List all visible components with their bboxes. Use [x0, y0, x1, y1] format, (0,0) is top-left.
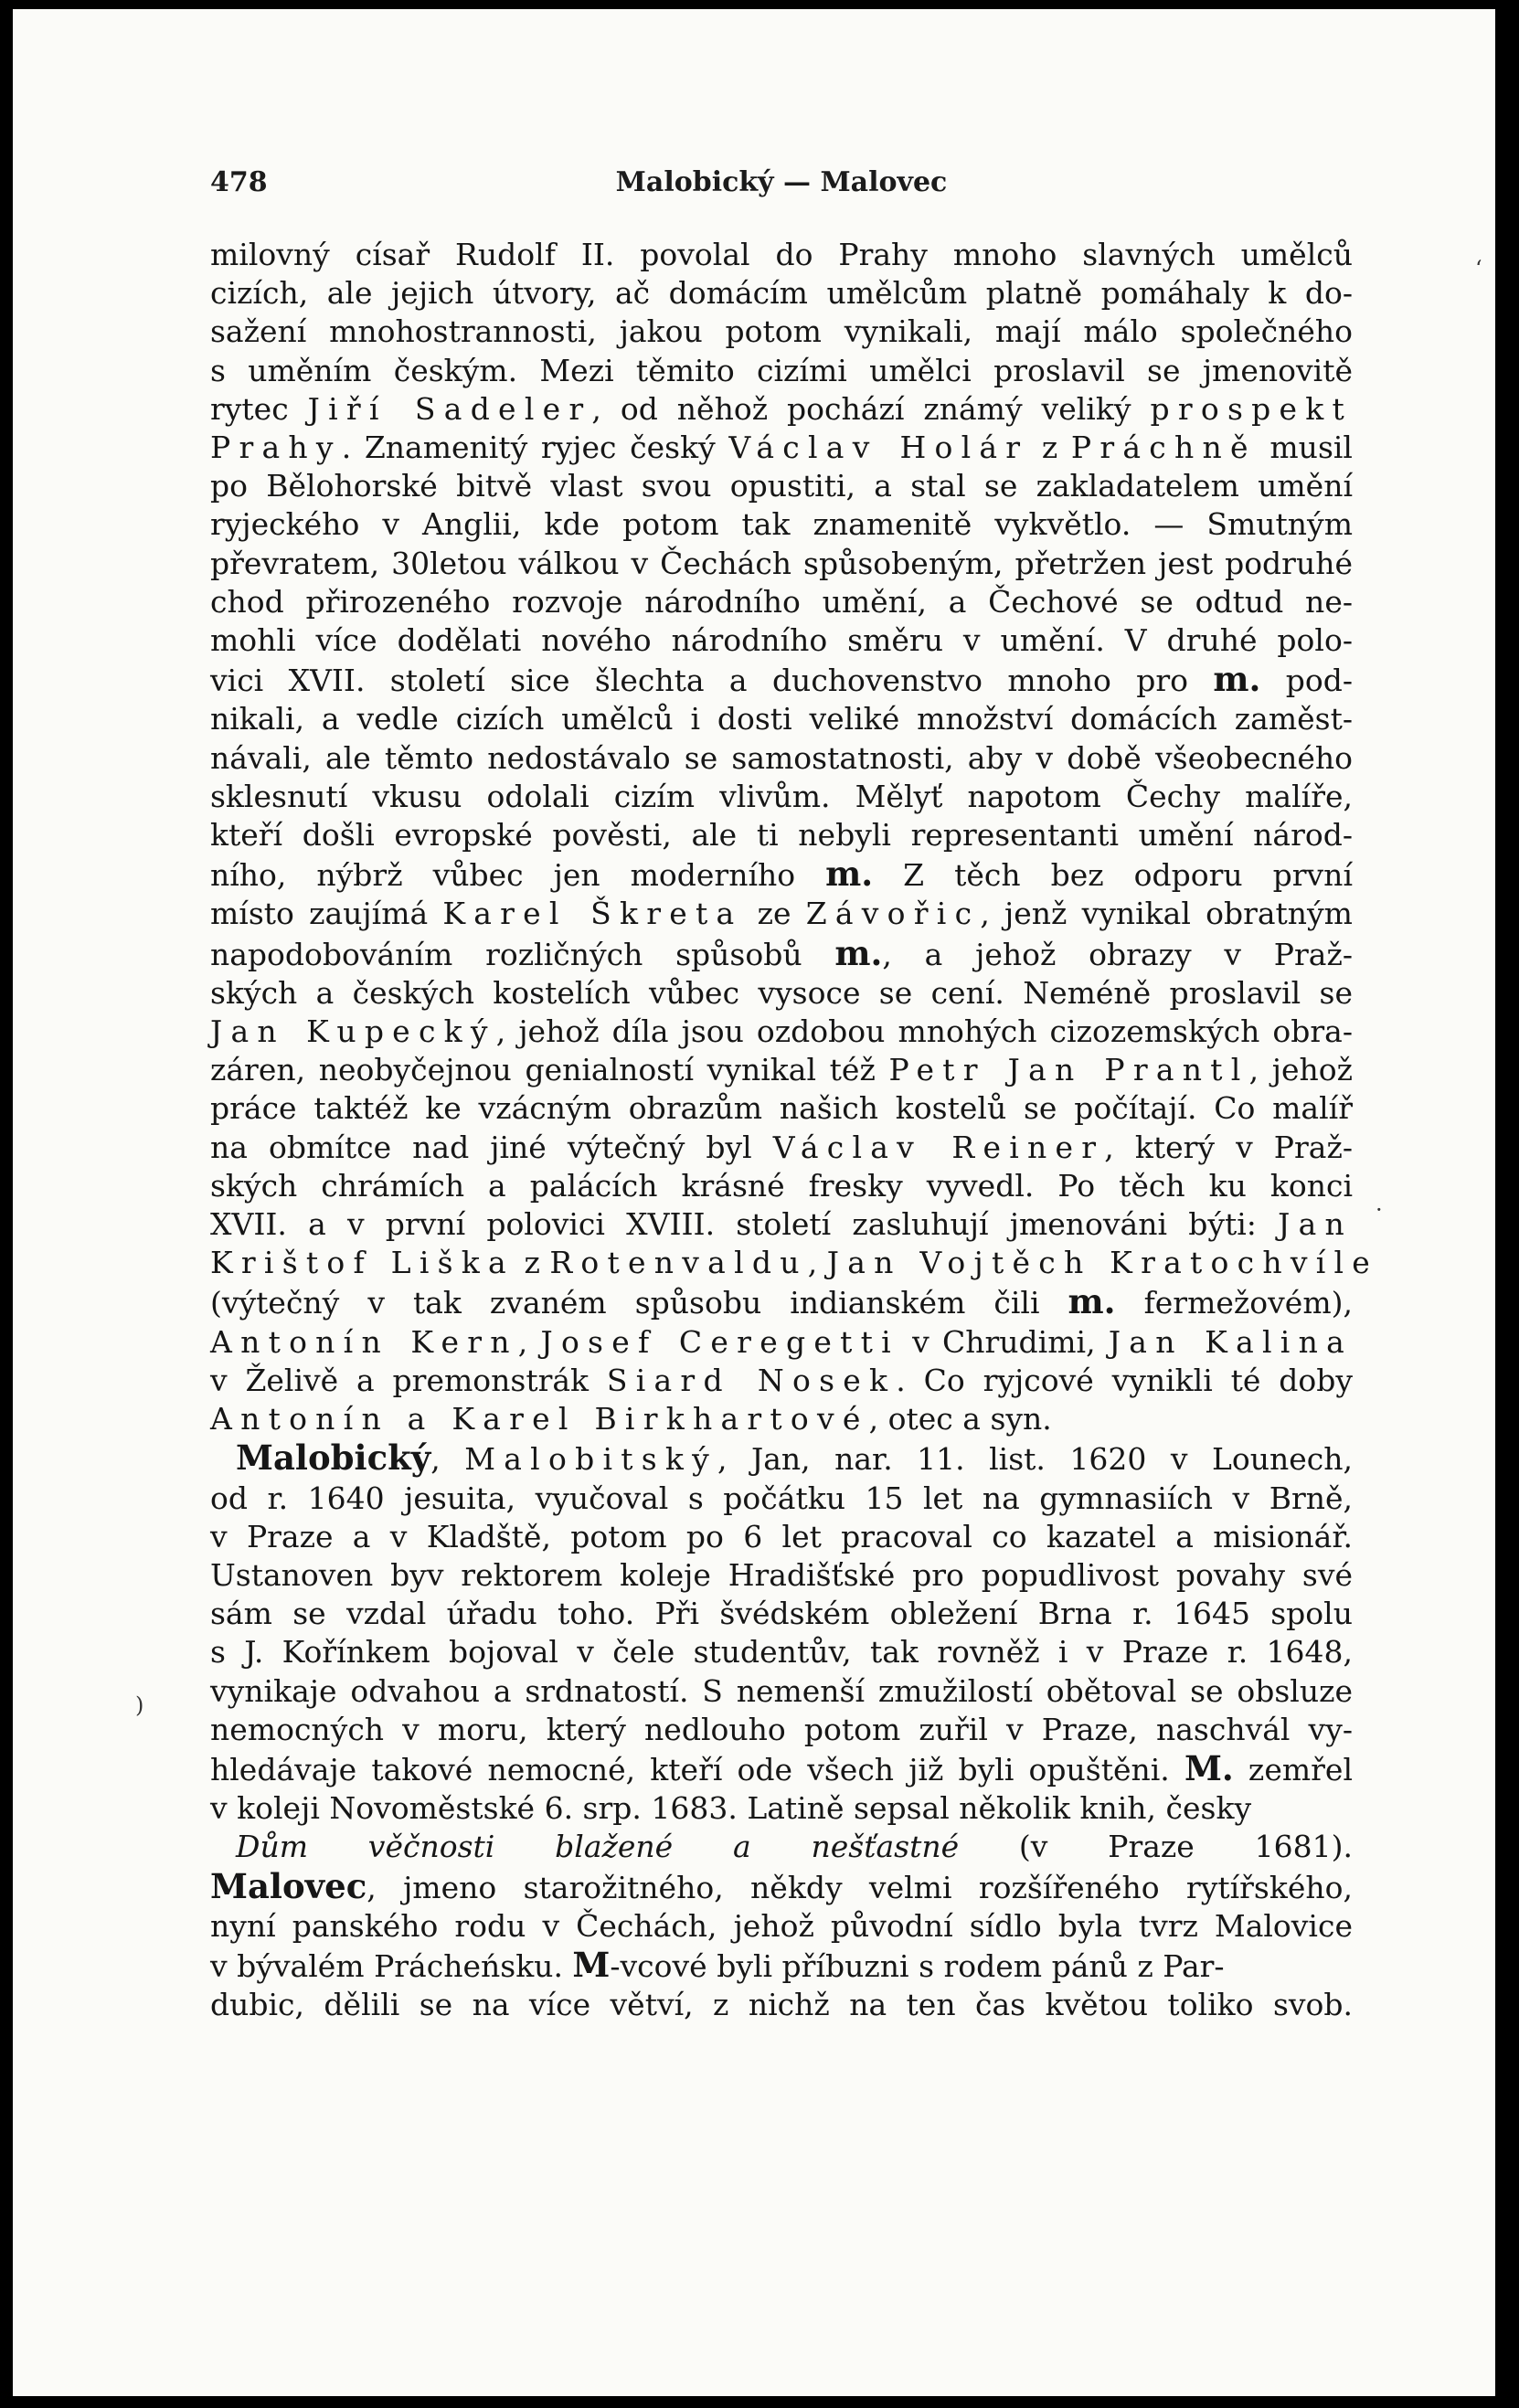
text-line [210, 1556, 1353, 1595]
spaced-name: Petr Jan Prantl [888, 1052, 1249, 1088]
text-run: dubic, dělili se na více větví, z nichž na ten čas květou toliko svob. [210, 1987, 1353, 2023]
text-line [210, 1400, 1353, 1438]
spaced-name: Práchně [1070, 430, 1257, 466]
spaced-name: Jiří Sadeler [307, 390, 592, 427]
spaced-name: Karel Škreta [442, 896, 743, 932]
text-run: fermežovém), [1115, 1285, 1353, 1321]
text-line [210, 778, 1353, 816]
text-line [210, 390, 1353, 429]
spaced-name: Václav Holár [728, 430, 1029, 466]
headword: m. [1213, 659, 1261, 700]
text-line [210, 467, 1353, 505]
text-line [210, 1362, 1353, 1400]
text-line [210, 505, 1353, 544]
margin-mark: ) [135, 1692, 144, 1718]
text-run: z [1028, 430, 1071, 466]
spaced-name: Jan [1278, 1206, 1353, 1243]
text-line [210, 1595, 1353, 1633]
text-run: -vcové byli příbuzni s rodem pánů z Par- [610, 1947, 1225, 1984]
text-line [210, 700, 1353, 738]
text-line [210, 621, 1353, 660]
text-run: práce taktéž ke vzácným obrazům našich kostelů se počítají. Co malíř [210, 1090, 1353, 1127]
text-run: , jenž vynikal obratným [980, 896, 1353, 932]
text-line [210, 934, 1353, 974]
spaced-name: prospekt [1150, 390, 1353, 427]
text-line [210, 1323, 1353, 1362]
spaced-name: Václav Reiner [772, 1129, 1105, 1165]
spaced-name: Rotenvaldu [549, 1245, 808, 1281]
text-line [210, 274, 1353, 313]
text-run: vynikaje odvahou a srdnatostí. S nemenší zmužilostí obětoval se obsluze [210, 1672, 1353, 1709]
text-line [210, 313, 1353, 351]
text-run: nyní panského rodu v Čechách, jehož původní sídlo byla tvrz Malovice [210, 1907, 1353, 1944]
text-run: , Jan, nar. 11. list. 1620 v Lounech, [717, 1441, 1353, 1478]
text-line [210, 1749, 1353, 1789]
text-run: , od něhož pochází známý veliký [591, 390, 1151, 427]
text-run: (v Praze 1681). [959, 1829, 1353, 1865]
text-run: od r. 1640 jesuita, vyučoval s počátku 15 let na gymnasiích v Brně, [210, 1480, 1353, 1516]
text-line [210, 1986, 1353, 2024]
text-run: , [517, 1323, 541, 1360]
text-run: rytec [210, 390, 308, 427]
text-run: v Praze a v Kladště, potom po 6 let pracoval co kazatel a misionář. [210, 1518, 1353, 1554]
headword: M [572, 1944, 611, 1985]
text-run: hledávaje takové nemocné, kteří ode všech již byli opuštěni. [210, 1751, 1184, 1787]
text-run: v Chrudimi, [898, 1323, 1109, 1360]
text-line [210, 1711, 1353, 1749]
text-run: , jehož díla jsou ozdobou mnohých cizozemských obra- [495, 1013, 1353, 1050]
text-line [210, 545, 1353, 583]
text-run: ního, nýbrž vůbec jen moderního [210, 857, 826, 894]
text-run: s uměním českým. Mezi těmito cizími umělci proslavil se jmenovitě [210, 352, 1353, 388]
text-run: ze [742, 896, 806, 932]
text-run: sklesnutí vkusu odolali cizím vlivům. Mělyť napotom Čechy malíře, [210, 778, 1353, 814]
text-line [210, 1518, 1353, 1556]
text-run: na obmítce nad jiné výtečný byl [210, 1129, 773, 1165]
text-line [210, 974, 1353, 1013]
text-run: , který v Praž- [1104, 1129, 1354, 1165]
page-header [210, 166, 1353, 203]
text-line [210, 1672, 1353, 1711]
spaced-name: Závořic [805, 896, 981, 932]
text-run: chod přirozeného rozvoje národního umění, a Čechové se odtud ne- [210, 583, 1353, 620]
text-line [210, 1013, 1353, 1051]
text-run: z [514, 1245, 550, 1281]
text-run: vici XVII. století sice šlechta a duchovenstvo mnoho pro [210, 663, 1214, 699]
text-run: , otec a syn. [868, 1401, 1052, 1437]
spaced-name: Jan Vojtěch Kratochvíle [826, 1245, 1379, 1281]
text-run: v bývalém Prácheńsku. [210, 1947, 573, 1984]
spaced-name: Krištof Liška [210, 1245, 515, 1281]
text-line [210, 1089, 1353, 1128]
headword: Malovec [210, 1865, 367, 1906]
text-line [210, 1946, 1353, 1986]
spaced-name: Antonín a Karel Birkhartové [210, 1401, 869, 1437]
text-run: , jmeno starožitného, někdy velmi rozšířeného rytířského, [366, 1869, 1353, 1905]
running-head: Malobický — Malovec [615, 166, 948, 198]
spaced-name: Josef Ceregetti [540, 1323, 899, 1360]
text-run: sám se vzdal úřadu toho. Při švédském obležení Brna r. 1645 spolu [210, 1596, 1353, 1632]
text-line [210, 1438, 1353, 1479]
text-line [210, 660, 1353, 700]
text-run: , jehož [1248, 1052, 1354, 1088]
text-run: v koleji Novoměstské 6. srp. 1683. Latině sepsal několik knih, česky [210, 1790, 1252, 1827]
text-run: mohli více dodělati nového národního směru v umění. V druhé polo- [210, 622, 1353, 659]
italic-title: Dům věčnosti blažené a nešťastné [236, 1829, 960, 1865]
text-line [210, 1867, 1353, 1907]
text-line [210, 352, 1353, 390]
text-run: sažení mnohostrannosti, jakou potom vynikali, mají málo společného [210, 313, 1353, 350]
text-run: nemocných v moru, který nedlouho potom zuřil v Praze, naschvál vy- [210, 1711, 1353, 1747]
text-line [210, 429, 1353, 467]
margin-mark: · [1376, 1197, 1383, 1223]
text-run: XVII. a v první polovici XVIII. století zasluhují jmenováni býti: [210, 1206, 1279, 1243]
text-run: musil [1256, 430, 1353, 466]
spaced-name: Jan Kalina [1108, 1323, 1353, 1360]
headword: m. [825, 854, 874, 895]
spaced-name: Antonín Kern [210, 1323, 518, 1360]
text-run: zemřel [1233, 1751, 1354, 1787]
text-line [210, 236, 1353, 274]
text-run: převratem, 30letou válkou v Čechách spůsobeným, přetržen jest podruhé [210, 545, 1353, 581]
text-run: Ustanoven byv rektorem koleje Hradišťské pro popudlivost povahy své [210, 1556, 1353, 1593]
text-line [210, 1480, 1353, 1518]
headword: Malobický [236, 1437, 431, 1479]
text-run: ských chrámích a palácích krásné fresky vyvedl. Po těch ku konci [210, 1167, 1353, 1204]
text-run: . Co ryjcové vynikli té doby [896, 1362, 1353, 1398]
text-run: (výtečný v tak zvaném spůsobu indianském čili [210, 1285, 1068, 1321]
text-run: milovný císař Rudolf II. povolal do Prahy mnoho slavných umělců [210, 237, 1353, 272]
text-run: , [430, 1441, 465, 1478]
text-run: cizích, ale jejich útvory, ač domácím umělcům platně pomáhaly k do- [210, 275, 1353, 312]
headword: m. [834, 932, 883, 973]
headword: M. [1184, 1747, 1234, 1788]
text-run: po Bělohorské bitvě vlast svou opustiti, a stal se zakladatelem umění [210, 468, 1353, 504]
headword: m. [1068, 1281, 1116, 1322]
text-line [210, 816, 1353, 854]
text-line [210, 1633, 1353, 1671]
text-line [210, 1205, 1353, 1244]
spaced-name: Siard Nosek [606, 1362, 897, 1398]
text-run: ryjeckého v Anglii, kde potom tak znamenitě vykvětlo. — Smutným [210, 506, 1353, 543]
text-run: , [807, 1245, 827, 1281]
text-run: místo zaujímá [210, 896, 443, 932]
text-line [210, 1789, 1353, 1828]
spaced-name: Jan Kupecký [210, 1013, 496, 1050]
text-run: napodobováním rozličných spůsobů [210, 936, 835, 972]
text-line [210, 1907, 1353, 1946]
text-run: pod- [1260, 663, 1353, 699]
text-line [210, 895, 1353, 933]
text-run: . Znamenitý ryjec český [341, 430, 729, 466]
text-run: nikali, a vedle cizích umělců i dosti veliké množství domácích zaměst- [210, 701, 1353, 737]
text-line [210, 1051, 1353, 1089]
text-line [210, 1828, 1353, 1866]
text-line [210, 1282, 1353, 1322]
text-line [210, 739, 1353, 778]
text-run: s J. Kořínkem bojoval v čele studentův, tak rovněž i v Praze r. 1648, [210, 1634, 1353, 1671]
text-run: v Želivě a premonstrák [210, 1362, 607, 1398]
text-line [210, 1129, 1353, 1167]
text-run: , a jehož obrazy v Praž- [882, 936, 1353, 972]
text-line [210, 583, 1353, 621]
text-line [210, 1167, 1353, 1205]
text-run: kteří došli evropské pověsti, ale ti nebyli representanti umění národ- [210, 817, 1353, 854]
text-line [210, 1244, 1379, 1282]
text-run: záren, neobyčejnou genialností vynikal též [210, 1052, 889, 1088]
body-text [210, 236, 1379, 2024]
text-line [210, 854, 1353, 895]
text-run: ských a českých kostelích vůbec vysoce se cení. Neméně proslavil se [210, 974, 1353, 1011]
text-run: návali, ale těmto nedostávalo se samostatnosti, aby v době všeobecného [210, 739, 1353, 776]
spaced-name: Prahy [210, 430, 342, 466]
text-run: Z těch bez odporu první [873, 857, 1353, 894]
margin-mark: ʻ [1475, 256, 1482, 281]
spaced-name: Malobitský [464, 1441, 718, 1478]
page-number: 478 [210, 166, 268, 198]
